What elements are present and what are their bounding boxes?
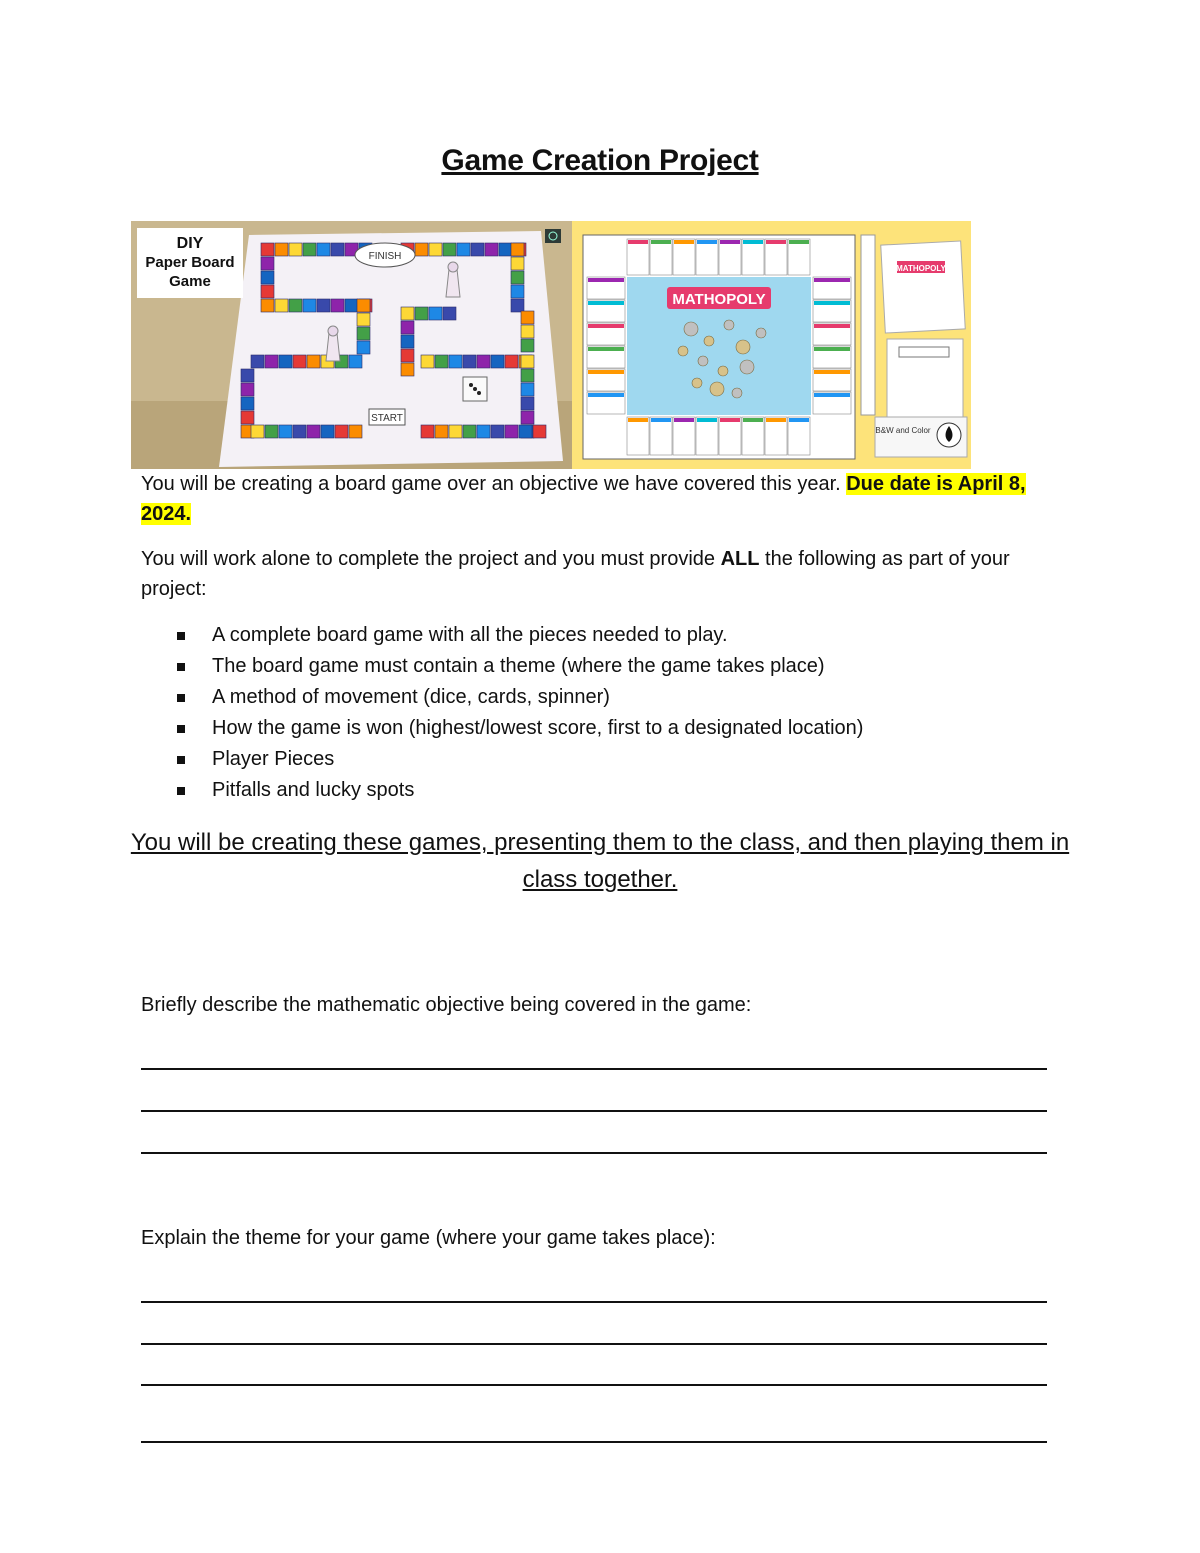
answer-line[interactable] — [141, 1152, 1047, 1154]
board-space-color-band — [814, 370, 850, 374]
board-square — [345, 299, 358, 312]
board-space-color-band — [651, 418, 671, 422]
list-item-text: A method of movement (dice, cards, spinner) — [212, 686, 610, 708]
board-space-color-band — [697, 418, 717, 422]
board-space — [788, 417, 810, 455]
board-square — [317, 243, 330, 256]
board-square — [307, 355, 320, 368]
player-piece — [446, 269, 460, 297]
board-square — [261, 299, 274, 312]
list-item — [141, 682, 1071, 713]
coin-icon — [692, 378, 702, 388]
board-square — [415, 307, 428, 320]
board-square — [401, 307, 414, 320]
start-label: START — [371, 413, 403, 424]
board-space-color-band — [588, 301, 624, 305]
board-square — [521, 397, 534, 410]
diy-caption-line: Paper Board — [145, 254, 235, 271]
bullet-icon — [177, 725, 185, 733]
board-square — [519, 425, 532, 438]
board-square — [357, 327, 370, 340]
board-space — [696, 239, 718, 275]
board-square — [357, 341, 370, 354]
answer-line[interactable] — [141, 1343, 1047, 1345]
board-square — [521, 325, 534, 338]
coin-icon — [684, 322, 698, 336]
bullet-icon — [177, 756, 185, 764]
board-game-images — [131, 221, 971, 469]
board-square — [449, 355, 462, 368]
coin-icon — [698, 356, 708, 366]
board-square — [485, 243, 498, 256]
board-square — [335, 425, 348, 438]
board-square — [317, 299, 330, 312]
board-space-color-band — [814, 278, 850, 282]
list-item — [141, 651, 1071, 682]
mathopoly-sheet-title: MATHOPOLY — [896, 264, 946, 273]
player-piece — [326, 333, 340, 361]
board-square — [331, 299, 344, 312]
board-square — [279, 355, 292, 368]
board-square — [289, 243, 302, 256]
board-square — [429, 307, 442, 320]
coin-icon — [678, 346, 688, 356]
coin-icon — [756, 328, 766, 338]
board-space-color-band — [674, 418, 694, 422]
board-space-color-band — [789, 240, 809, 244]
board-space — [627, 239, 649, 275]
board-square — [241, 383, 254, 396]
intro-text: You will be creating a board game over an objective we have covered this year. — [141, 473, 847, 495]
board-square — [289, 299, 302, 312]
board-space — [788, 239, 810, 275]
due-date: Due date is April 8, 2024. — [141, 473, 1026, 525]
board-square — [421, 425, 434, 438]
board-square — [521, 411, 534, 424]
mathopoly-corner-label: B&W and Color — [875, 426, 931, 435]
requirements-list — [141, 620, 1071, 806]
board-square — [511, 243, 524, 256]
board-square — [261, 257, 274, 270]
board-space — [673, 239, 695, 275]
board-square — [499, 243, 512, 256]
board-square — [457, 243, 470, 256]
board-square — [251, 355, 264, 368]
board-square — [261, 243, 274, 256]
bullet-icon — [177, 694, 185, 702]
board-square — [521, 355, 534, 368]
board-square — [331, 243, 344, 256]
board-space-color-band — [588, 370, 624, 374]
list-item — [141, 713, 1071, 744]
board-space — [742, 417, 764, 455]
bullet-icon — [177, 632, 185, 640]
channel-logo — [545, 229, 561, 243]
coin-icon — [718, 366, 728, 376]
answer-line[interactable] — [141, 1301, 1047, 1303]
board-space-color-band — [789, 418, 809, 422]
board-square — [511, 299, 524, 312]
board-square — [241, 397, 254, 410]
board-square — [279, 425, 292, 438]
coin-icon — [740, 360, 754, 374]
finish-label: FINISH — [368, 251, 402, 262]
board-space-color-band — [743, 240, 763, 244]
requirements-intro-text: You will work alone to complete the project and you must provide — [141, 548, 721, 570]
board-square — [261, 285, 274, 298]
answer-line[interactable] — [141, 1441, 1047, 1443]
list-item-text: A complete board game with all the pieces needed to play. — [212, 624, 728, 646]
board-square — [401, 363, 414, 376]
diy-board-game-image — [131, 221, 572, 469]
requirements-intro — [141, 544, 1021, 604]
board-space — [742, 239, 764, 275]
board-space-color-band — [674, 240, 694, 244]
diy-caption-line: Game — [169, 273, 211, 290]
board-square — [511, 285, 524, 298]
board-square — [349, 355, 362, 368]
board-space-color-band — [766, 418, 786, 422]
coin-icon — [704, 336, 714, 346]
board-square — [477, 425, 490, 438]
board-square — [505, 355, 518, 368]
board-square — [521, 369, 534, 382]
board-square — [357, 313, 370, 326]
list-item-text: Pitfalls and lucky spots — [212, 779, 415, 801]
board-square — [303, 299, 316, 312]
board-space-color-band — [588, 393, 624, 397]
board-square — [293, 425, 306, 438]
board-space-color-band — [651, 240, 671, 244]
mathopoly-image — [572, 221, 971, 469]
board-square — [251, 425, 264, 438]
mathopoly-title: MATHOPOLY — [672, 291, 766, 308]
board-square — [261, 271, 274, 284]
board-space-color-band — [720, 418, 740, 422]
board-space-color-band — [814, 393, 850, 397]
board-square — [449, 425, 462, 438]
list-item-text: Player Pieces — [212, 748, 335, 770]
board-space — [696, 417, 718, 455]
board-space — [650, 239, 672, 275]
list-item — [141, 744, 1071, 775]
coin-icon — [724, 320, 734, 330]
board-space — [719, 239, 741, 275]
board-square — [421, 355, 434, 368]
list-item — [141, 620, 1071, 651]
board-space-color-band — [588, 347, 624, 351]
board-square — [429, 243, 442, 256]
coin-icon — [736, 340, 750, 354]
board-space-color-band — [814, 301, 850, 305]
board-square — [265, 425, 278, 438]
board-space-color-band — [697, 240, 717, 244]
board-square — [491, 355, 504, 368]
board-square — [533, 425, 546, 438]
list-item-text: How the game is won (highest/lowest score, first to a designated location) — [212, 717, 864, 739]
emphasis-statement: You will be creating these games, presenting them to the class, and then playing them in class together. — [130, 829, 1070, 893]
list-item-text: The board game must contain a theme (where the game takes place) — [212, 655, 825, 677]
answer-line[interactable] — [141, 1068, 1047, 1070]
board-square — [415, 243, 428, 256]
answer-line[interactable] — [141, 1110, 1047, 1112]
board-square — [401, 321, 414, 334]
board-space-color-band — [766, 240, 786, 244]
board-space-color-band — [814, 347, 850, 351]
page-title: Game Creation Project — [441, 144, 759, 177]
board-space-color-band — [628, 240, 648, 244]
board-square — [357, 299, 370, 312]
question-objective: Briefly describe the mathematic objective being covered in the game: — [141, 994, 752, 1016]
board-square — [401, 349, 414, 362]
requirements-intro-bold: ALL — [720, 548, 760, 570]
answer-line[interactable] — [141, 1384, 1047, 1386]
board-square — [443, 307, 456, 320]
board-square — [349, 425, 362, 438]
board-space — [765, 417, 787, 455]
board-square — [521, 383, 534, 396]
board-square — [511, 271, 524, 284]
board-space — [673, 417, 695, 455]
board-space-color-band — [743, 418, 763, 422]
board-space-color-band — [814, 324, 850, 328]
board-space-color-band — [628, 418, 648, 422]
board-square — [303, 243, 316, 256]
board-square — [241, 369, 254, 382]
bullet-icon — [177, 787, 185, 795]
board-square — [265, 355, 278, 368]
board-square — [443, 243, 456, 256]
coin-icon — [710, 382, 724, 396]
board-square — [463, 425, 476, 438]
board-space-color-band — [588, 278, 624, 282]
board-square — [491, 425, 504, 438]
board-space — [719, 417, 741, 455]
board-square — [241, 411, 254, 424]
board-space — [765, 239, 787, 275]
list-item — [141, 775, 1071, 806]
board-square — [521, 339, 534, 352]
board-square — [435, 425, 448, 438]
board-square — [505, 425, 518, 438]
board-square — [511, 257, 524, 270]
bullet-icon — [177, 663, 185, 671]
question-theme: Explain the theme for your game (where your game takes place): — [141, 1227, 716, 1249]
board-square — [321, 425, 334, 438]
board-game-illustration — [131, 221, 971, 469]
board-square — [435, 355, 448, 368]
diy-caption-line: DIY — [176, 235, 204, 252]
board-square — [275, 243, 288, 256]
board-square — [521, 311, 534, 324]
board-square — [307, 425, 320, 438]
requirements-intro-text: the following as part of your project: — [141, 548, 1010, 600]
board-square — [275, 299, 288, 312]
board-space — [650, 417, 672, 455]
board-square — [463, 355, 476, 368]
coin-icon — [732, 388, 742, 398]
intro-paragraph — [141, 469, 1071, 529]
board-square — [471, 243, 484, 256]
board-space-color-band — [588, 324, 624, 328]
board-square — [401, 335, 414, 348]
board-space — [627, 417, 649, 455]
board-square — [293, 355, 306, 368]
board-square — [477, 355, 490, 368]
board-space-color-band — [720, 240, 740, 244]
